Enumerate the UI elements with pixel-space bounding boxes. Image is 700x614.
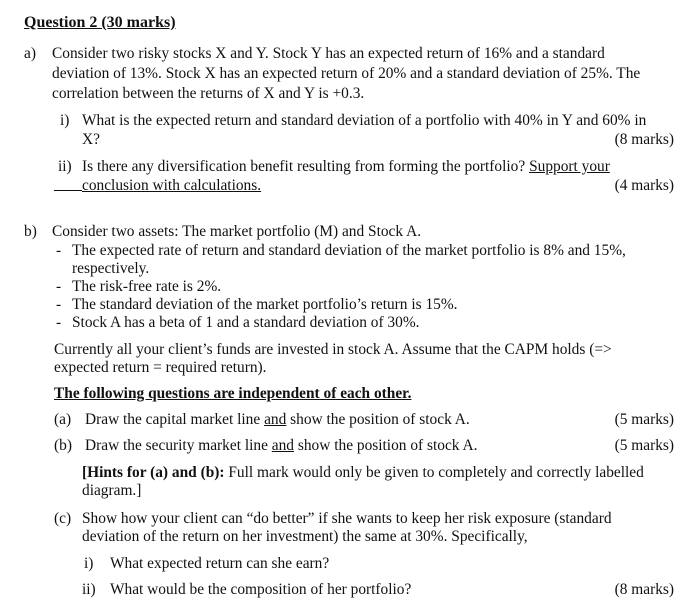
sub-a-and: and	[264, 411, 287, 428]
sub-b-pre: Draw the security market line	[85, 437, 268, 454]
sub-c-line-2: deviation of the return on her investment) the same at 30%. Specifically,	[82, 528, 528, 545]
part-a-intro-line-2: deviation of 13%. Stock X has an expected return of 20% and a standard deviation of 25%. The	[52, 65, 641, 82]
sub-c-label: (c)	[54, 510, 72, 527]
hints-line-1	[82, 463, 644, 482]
part-a-ii-label: ii)	[58, 158, 72, 175]
bullet-dash: -	[56, 278, 62, 295]
client-line-1: Currently all your client’s funds are invested in stock A. Assume that the CAPM holds (=>	[54, 341, 612, 358]
sub-c-i-label: i)	[84, 555, 94, 572]
sub-a-text	[85, 410, 470, 429]
bullet-dash: -	[56, 242, 62, 259]
bullet-3: The standard deviation of the market portfolio’s return is 15%.	[72, 296, 458, 313]
sub-c-i-text: What expected return can she earn?	[110, 555, 330, 572]
part-a-ii-text: Is there any diversification benefit resulting from forming the portfolio?	[82, 158, 526, 175]
sub-b-label: (b)	[54, 437, 72, 454]
sub-b-text	[85, 436, 477, 455]
part-b-intro: Consider two assets: The market portfolio (M) and Stock A.	[52, 223, 422, 240]
bullet-2: The risk-free rate is 2%.	[72, 278, 222, 295]
sub-a-post: show the position of stock A.	[290, 411, 470, 428]
hints-bold: [Hints for (a) and (b):	[82, 464, 225, 481]
sub-c-ii-label: ii)	[82, 581, 96, 598]
sub-b-and: and	[271, 437, 295, 454]
sub-c-line-1: Show how your client can “do better” if she wants to keep her risk exposure (standard	[82, 510, 612, 527]
part-a-i-marks: (8 marks)	[614, 131, 674, 148]
bullet-dash: -	[56, 314, 62, 331]
hints-rest: Full mark would only be given to completely and correctly labelled	[228, 464, 644, 481]
sub-a-label: (a)	[54, 411, 72, 428]
sub-b-post: show the position of stock A.	[297, 437, 478, 454]
bullet-1-line-1: The expected rate of return and standard deviation of the market portfolio is 8% and 15%,	[72, 242, 626, 259]
part-a-ii-underlined-1: Support your	[529, 158, 610, 175]
part-a-label: a)	[24, 45, 36, 62]
question-title: Question 2 (30 marks)	[24, 14, 176, 31]
part-a-i-label: i)	[60, 112, 70, 129]
independent-note: The following questions are independent of each other.	[54, 385, 412, 402]
sub-b-marks: (5 marks)	[614, 437, 674, 454]
client-line-2: expected return = required return).	[54, 359, 267, 376]
part-a-i-line-1: What is the expected return and standard deviation of a portfolio with 40% in Y and 60% in	[82, 112, 647, 129]
sub-a-marks: (5 marks)	[614, 411, 674, 428]
part-a-ii-underline-leader	[54, 190, 82, 191]
part-a-intro-line-3: correlation between the returns of X and Y is +0.3.	[52, 85, 365, 102]
bullet-4: Stock A has a beta of 1 and a standard deviation of 30%.	[72, 314, 420, 331]
part-a-ii-underlined-2: conclusion with calculations.	[82, 177, 262, 194]
sub-a-pre: Draw the capital market line	[85, 411, 261, 428]
bullet-1-line-2: respectively.	[72, 260, 150, 277]
sub-c-ii-text: What would be the composition of her portfolio?	[110, 581, 412, 598]
bullet-dash: -	[56, 296, 62, 313]
sub-c-marks: (8 marks)	[614, 581, 674, 598]
part-a-i-line-2: X?	[82, 131, 100, 148]
part-a-ii-line-1	[82, 157, 610, 176]
part-a-intro-line-1: Consider two risky stocks X and Y. Stock Y has an expected return of 16% and a standard	[52, 45, 605, 62]
part-a-ii-marks: (4 marks)	[614, 177, 674, 194]
part-b-label: b)	[24, 223, 37, 240]
hints-line-2: diagram.]	[82, 482, 142, 499]
